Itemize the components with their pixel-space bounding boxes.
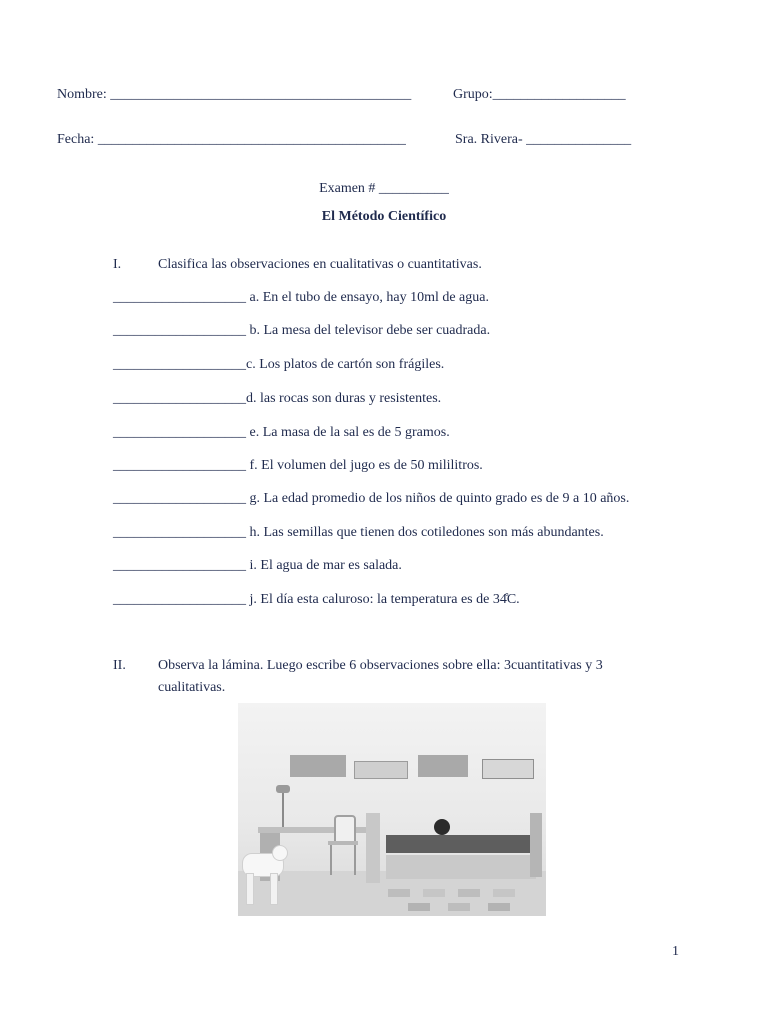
section2-instruction: Observa la lámina. Luego escribe 6 observaciones sobre ella: 3cuantitativas y 3 (158, 658, 603, 673)
question-item: ___________________ f. El volumen del jugo es de 50 mililitros. (113, 458, 483, 473)
bedroom-photo (238, 703, 546, 916)
nombre-field: Nombre: ___________________________________________ (57, 87, 412, 102)
exam-number: Examen # __________ (319, 181, 449, 196)
question-item: ___________________ a. En el tubo de ensayo, hay 10ml de agua. (113, 290, 489, 305)
question-item: ___________________ g. La edad promedio de los niños de quinto grado es de 9 a 10 años. (113, 491, 630, 506)
question-item: ___________________ h. Las semillas que tienen dos cotiledones son más abundantes. (113, 525, 604, 540)
question-item: ___________________c. Los platos de cartón son frágiles. (113, 357, 445, 372)
page-number: 1 (672, 944, 679, 959)
question-item: ___________________d. las rocas son duras y resistentes. (113, 391, 442, 406)
section1-instruction: Clasifica las observaciones en cualitativas o cuantitativas. (158, 257, 482, 272)
section2-instruction-continued: cualitativas. (158, 680, 226, 695)
exam-title: El Método Científico (321, 209, 447, 224)
question-item: ___________________ b. La mesa del televisor debe ser cuadrada. (113, 323, 491, 338)
section2-numeral: II. (113, 658, 126, 673)
teacher-field: Sra. Rivera- _______________ (455, 132, 632, 147)
fecha-field: Fecha: ____________________________________________ (57, 132, 406, 147)
question-item: ___________________ e. La masa de la sal es de 5 gramos. (113, 425, 450, 440)
question-item: ___________________ i. El agua de mar es salada. (113, 558, 402, 573)
question-item: ___________________ j. El día esta caluroso: la temperatura es de 34̊C. (113, 592, 520, 607)
grupo-field: Grupo:___________________ (453, 87, 626, 102)
section1-numeral: I. (113, 257, 122, 272)
